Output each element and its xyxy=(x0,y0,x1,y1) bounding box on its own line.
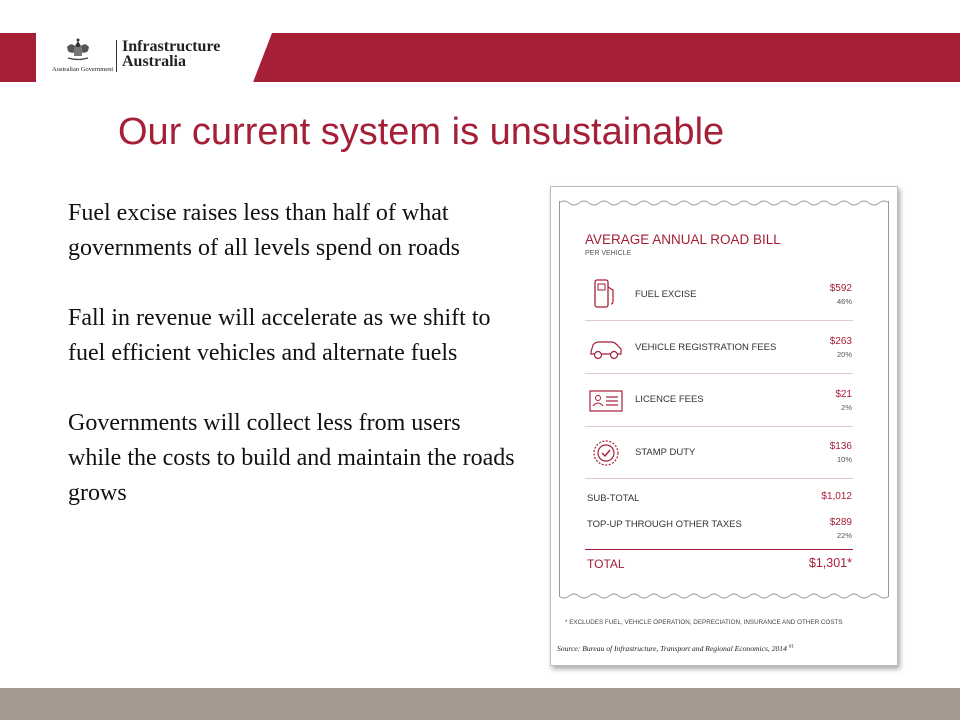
total-divider xyxy=(585,549,853,550)
footnote: * EXCLUDES FUEL, VEHICLE OPERATION, DEPRECIATION, INSURANCE AND OTHER COSTS xyxy=(565,619,843,626)
licence-card-icon xyxy=(587,384,625,418)
row-amount-stamp-duty: $136 xyxy=(829,441,852,452)
source-reference: 61 xyxy=(788,644,794,650)
source-citation xyxy=(557,644,794,653)
row-amount-licence-fees: $21 xyxy=(835,389,852,400)
row-divider xyxy=(585,320,853,321)
logo-divider xyxy=(116,40,117,72)
car-icon xyxy=(587,330,625,364)
slide-body xyxy=(68,196,518,546)
subtotal-label: SUB-TOTAL xyxy=(587,493,640,504)
row-amount-vehicle-registration: $263 xyxy=(829,336,852,347)
total-label: TOTAL xyxy=(587,557,625,571)
receipt-top-edge xyxy=(559,199,889,207)
row-label-licence-fees: LICENCE FEES xyxy=(635,394,704,405)
row-percent-licence-fees: 2% xyxy=(841,403,852,412)
row-percent-vehicle-registration: 20% xyxy=(836,350,852,359)
topup-label: TOP-UP THROUGH OTHER TAXES xyxy=(587,519,742,530)
body-paragraph-2: Fall in revenue will accelerate as we shift to fuel efficient vehicles and alternate fuels xyxy=(68,305,491,366)
stamp-icon xyxy=(587,436,625,470)
topup-amount: $289 xyxy=(829,517,852,528)
row-percent-fuel-excise: 46% xyxy=(836,297,852,306)
body-paragraph-3: Governments will collect less from users while the costs to build and maintain the roads grows xyxy=(68,410,515,506)
coat-of-arms-icon xyxy=(64,38,92,62)
row-divider xyxy=(585,478,853,479)
row-amount-fuel-excise: $592 xyxy=(829,283,852,294)
org-name-line1: Infrastructure xyxy=(122,38,221,55)
row-divider xyxy=(585,426,853,427)
source-text: Source: Bureau of Infrastructure, Transport and Regional Economics, 2014 xyxy=(557,644,787,653)
row-percent-stamp-duty: 10% xyxy=(836,455,852,464)
footer-bar xyxy=(0,688,960,720)
row-label-vehicle-registration: VEHICLE REGISTRATION FEES xyxy=(635,342,777,353)
row-divider xyxy=(585,373,853,374)
receipt-bottom-edge xyxy=(559,592,889,600)
road-bill-infographic xyxy=(550,186,898,666)
slide-title: Our current system is unsustainable xyxy=(118,111,725,153)
card-subtitle: PER VEHICLE xyxy=(585,250,632,257)
card-title: AVERAGE ANNUAL ROAD BILL xyxy=(585,232,781,247)
org-name-line2: Australia xyxy=(122,53,186,70)
fuel-pump-icon xyxy=(587,277,625,311)
org-name xyxy=(122,39,220,69)
receipt-right-edge xyxy=(888,201,889,596)
body-paragraph-1: Fuel excise raises less than half of what governments of all levels spend on roads xyxy=(68,200,460,261)
row-label-fuel-excise: FUEL EXCISE xyxy=(635,289,697,300)
subtotal-amount: $1,012 xyxy=(821,491,852,502)
topup-percent: 22% xyxy=(836,531,852,540)
government-label: Australian Government xyxy=(52,66,114,73)
total-amount: $1,301* xyxy=(808,556,852,570)
row-label-stamp-duty: STAMP DUTY xyxy=(635,447,696,458)
receipt-left-edge xyxy=(559,201,560,596)
